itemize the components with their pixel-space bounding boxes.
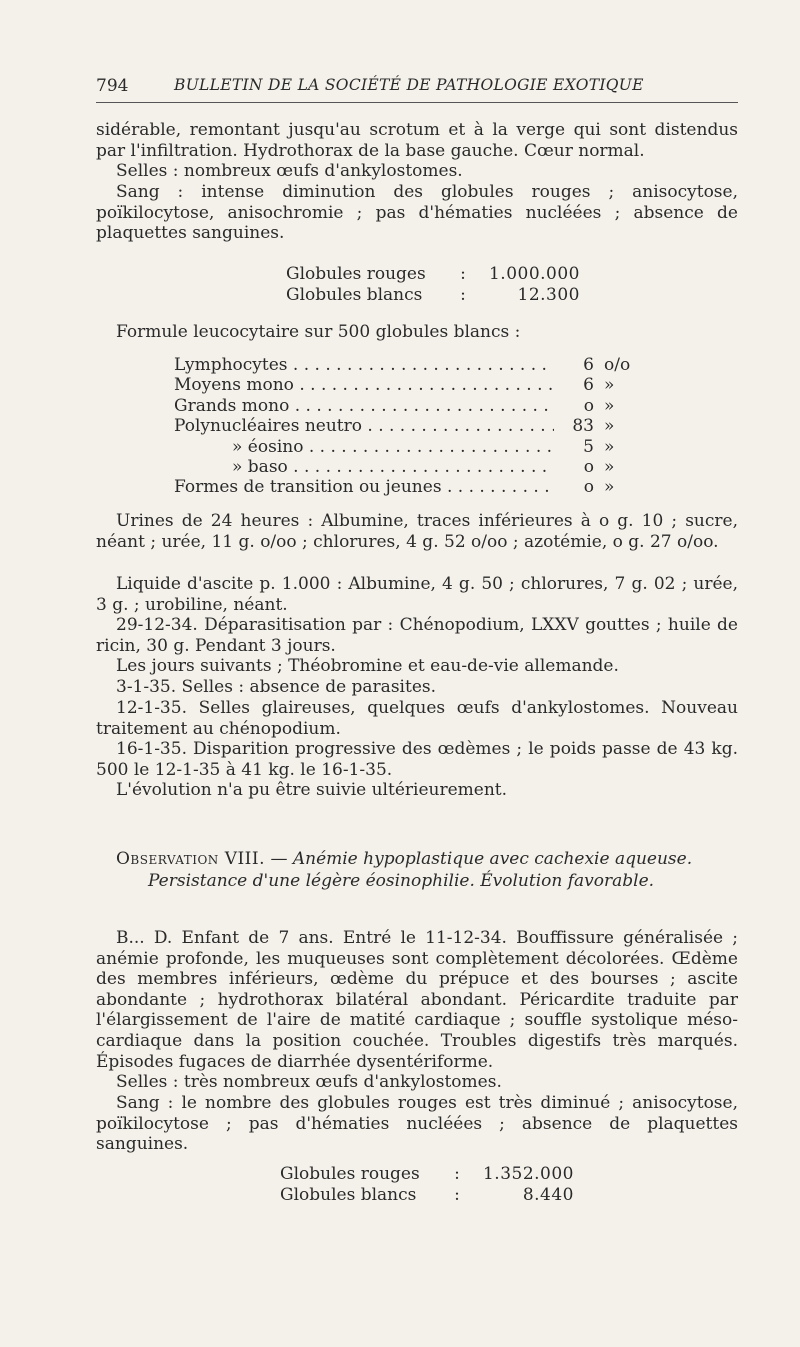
obs7-selles: Selles : nombreux œufs d'ankylostomes. — [116, 161, 463, 181]
obs7-deparasitisation: 29-12-34. Déparasitisation par : Chénopodium, LXXV gouttes ; huile de ricin, 30 g. Pendant 3 jours. — [96, 615, 738, 656]
obs7-sang: Sang : intense diminution des globules rouges ; anisocytose, poïkilocytose, anisochromie ; pas d'hématies nucléées ; absence de plaquettes sanguines. — [96, 182, 738, 244]
count-row: Globules blancs : 12.300 — [286, 284, 580, 305]
obs7-entry-3-1-35: 3-1-35. Selles : absence de parasites. — [116, 677, 437, 697]
obs7-ascite: Liquide d'ascite p. 1.000 : Albumine, 4 g. 50 ; chlorures, 7 g. 02 ; urée, 3 g. ; urobiline, néant. — [96, 574, 738, 615]
count-row: Globules rouges : 1.000.000 — [286, 264, 580, 284]
formule-row: » éosino . . . 5 » — [174, 437, 664, 457]
count-row: Globules blancs : 8.440 — [280, 1184, 574, 1205]
formule-row: Formes de transition ou jeunes . . . o » — [174, 477, 664, 497]
obs8-blood-counts — [280, 1164, 574, 1205]
formule-title: Formule leucocytaire sur 500 globules blancs : — [116, 322, 521, 342]
obs7-entry-12-1-35: 12-1-35. Selles glaireuses, quelques œufs d'ankylostomes. Nouveau traitement au chénopodium. — [96, 698, 738, 739]
obs8-sang: Sang : le nombre des globules rouges est très diminué ; anisocytose, poïkilocytose ; pas d'hématies nucléées ; absence de plaquettes sanguines. — [96, 1093, 738, 1155]
journal-title: BULLETIN DE LA SOCIÉTÉ DE PATHOLOGIE EXOTIQUE — [174, 76, 644, 94]
formule-row: Grands mono . . . o » — [174, 396, 664, 416]
obs7-evolution: L'évolution n'a pu être suivie ultérieurement. — [116, 780, 507, 800]
observation-8-heading: Observation VIII. — Anémie hypoplastique avec cachexie aqueuse. Persistance d'une légère éosinophilie. Évolution favorable. — [116, 849, 693, 891]
count-row: Globules rouges : 1.352.000 — [280, 1164, 574, 1184]
formule-row: Lymphocytes . . . 6 o/o — [174, 355, 664, 375]
page-header — [96, 76, 738, 103]
formule-leucocytaire-table — [174, 355, 664, 498]
obs7-jours-suivants: Les jours suivants ; Théobromine et eau-de-vie allemande. — [116, 656, 619, 676]
obs8-selles: Selles : très nombreux œufs d'ankylostomes. — [116, 1072, 502, 1092]
obs8-paragraph-1: B... D. Enfant de 7 ans. Entré le 11-12-34. Bouffissure généralisée ; anémie profonde, les muqueuses sont complètement décolorées. Œdème des membres inférieurs, œdème du prépuce et des bourses ; ascite abondante ; hydrothorax bilatéral abondant. Péricardite traduite par l'élargissement de l'aire de matité cardiaque ; souffle systolique méso-cardiaque dans la position couchée. Troubles digestifs très marqués. Épisodes fugaces de diarrhée dysentériforme. — [96, 928, 738, 1072]
obs7-urines: Urines de 24 heures : Albumine, traces inférieures à o g. 10 ; sucre, néant ; urée, 11 g. o/oo ; chlorures, 4 g. 52 o/oo ; azotémie, o g. 27 o/oo. — [96, 511, 738, 552]
obs7-blood-counts — [286, 264, 580, 305]
page-number: 794 — [96, 76, 129, 96]
formule-row: Moyens mono . . . 6 » — [174, 375, 664, 395]
formule-row: » baso . . . o » — [174, 457, 664, 477]
obs7-entry-16-1-35: 16-1-35. Disparition progressive des œdèmes ; le poids passe de 43 kg. 500 le 12-1-35 à 41 kg. le 16-1-35. — [96, 739, 738, 780]
obs7-paragraph-1: sidérable, remontant jusqu'au scrotum et à la verge qui sont distendus par l'infiltration. Hydrothorax de la base gauche. Cœur normal. — [96, 120, 738, 161]
formule-row: Polynucléaires neutro . . . 83 » — [174, 416, 664, 436]
